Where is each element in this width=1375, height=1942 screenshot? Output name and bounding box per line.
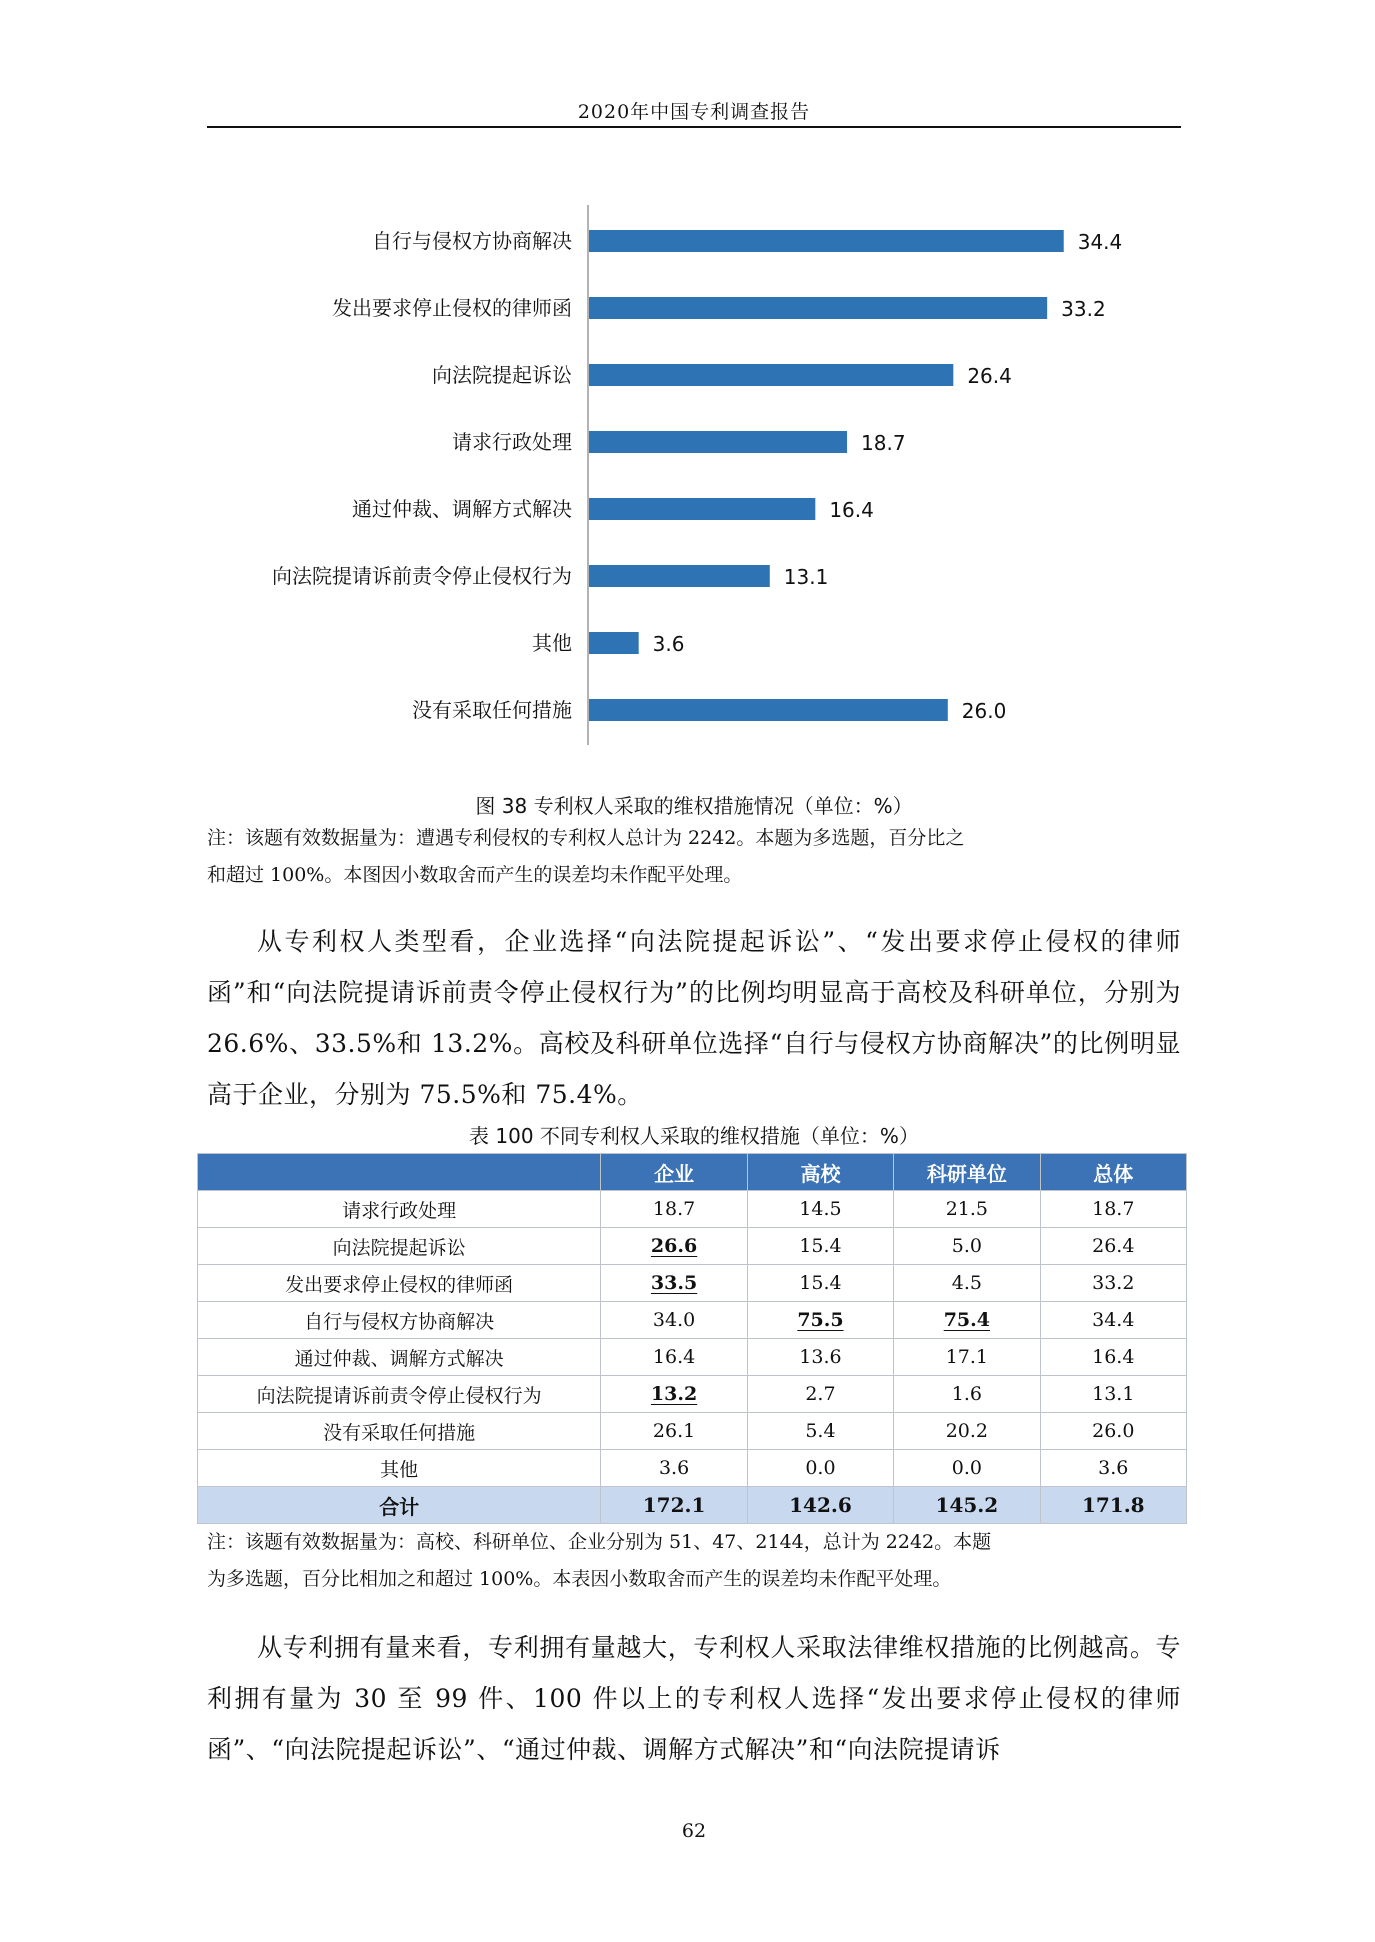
bar <box>589 498 815 520</box>
bar <box>589 364 953 386</box>
bar-category-label: 向法院提请诉前责令停止侵权行为 <box>272 564 572 588</box>
table-total-label: 合计 <box>198 1487 601 1524</box>
bar-category-label: 其他 <box>532 631 572 655</box>
table-row <box>198 1339 1187 1376</box>
table-cell: 18.7 <box>1040 1191 1186 1228</box>
table-total-cell: 145.2 <box>894 1487 1040 1524</box>
table-cell: 16.4 <box>601 1339 747 1376</box>
table-cell: 13.6 <box>747 1339 893 1376</box>
bar-value-label: 26.0 <box>961 699 1007 723</box>
table-row-label: 发出要求停止侵权的律师函 <box>198 1265 601 1302</box>
data-table <box>197 1153 1187 1524</box>
table-cell: 4.5 <box>894 1265 1040 1302</box>
table-cell: 5.0 <box>894 1228 1040 1265</box>
bar-value-label: 34.4 <box>1077 230 1123 254</box>
table-row <box>198 1376 1187 1413</box>
table-cell: 15.4 <box>747 1228 893 1265</box>
bar-category-label: 请求行政处理 <box>452 430 572 454</box>
table-cell: 26.1 <box>601 1413 747 1450</box>
running-header: 2020年中国专利调查报告 <box>577 101 811 123</box>
bar-value-label: 3.6 <box>652 632 685 656</box>
table-cell: 26.0 <box>1040 1413 1186 1450</box>
bar-category-label: 通过仲裁、调解方式解决 <box>352 497 572 521</box>
table-row <box>198 1228 1187 1265</box>
table-cell: 34.0 <box>601 1302 747 1339</box>
table-row-label: 自行与侵权方协商解决 <box>198 1302 601 1339</box>
table-total-cell: 172.1 <box>601 1487 747 1524</box>
table-header-cell: 总体 <box>1040 1154 1186 1191</box>
bar <box>589 230 1064 252</box>
table-caption: 表 100 不同专利权人采取的维权措施（单位：%） <box>469 1124 919 1148</box>
table-row-label: 没有采取任何措施 <box>198 1413 601 1450</box>
figure-caption: 图 38 专利权人采取的维权措施情况（单位：%） <box>475 794 913 818</box>
table-row-label: 请求行政处理 <box>198 1191 601 1228</box>
figure-note-line: 注：该题有效数据量为：遭遇专利侵权的专利权人总计为 2242。本题为多选题，百分比之 <box>207 827 965 849</box>
paragraph <box>207 916 1181 1120</box>
bar-category-label: 向法院提起诉讼 <box>432 363 572 387</box>
table-cell: 26.6 <box>601 1228 747 1265</box>
table-row-label: 通过仲裁、调解方式解决 <box>198 1339 601 1376</box>
table-total-cell: 171.8 <box>1040 1487 1186 1524</box>
bar-value-label: 16.4 <box>829 498 874 522</box>
paragraph-text: 从专利拥有量来看，专利拥有量越大，专利权人采取法律维权措施的比例越高。专利拥有量为 30 至 99 件、100 件以上的专利权人选择“发出要求停止侵权的律师函”、“向法院提起诉讼”、“通过仲裁、调解方式解决”和“向法院提请诉 <box>207 1633 1181 1764</box>
table-header-row <box>198 1154 1187 1191</box>
table-cell: 1.6 <box>894 1376 1040 1413</box>
table-cell: 2.7 <box>747 1376 893 1413</box>
table-total-cell: 142.6 <box>747 1487 893 1524</box>
table-header-cell: 企业 <box>601 1154 747 1191</box>
table-note-line: 为多选题，百分比相加之和超过 100%。本表因小数取舍而产生的误差均未作配平处理。 <box>207 1568 952 1590</box>
table-cell: 33.2 <box>1040 1265 1186 1302</box>
table-header-cell <box>198 1154 601 1191</box>
table-row-label: 其他 <box>198 1450 601 1487</box>
table-header-cell: 科研单位 <box>894 1154 1040 1191</box>
table-cell: 17.1 <box>894 1339 1040 1376</box>
table-row <box>198 1450 1187 1487</box>
bar <box>589 565 770 587</box>
table-cell: 0.0 <box>747 1450 893 1487</box>
bar <box>589 632 639 654</box>
table-cell: 33.5 <box>601 1265 747 1302</box>
bar-chart <box>207 205 1181 745</box>
bar-category-label: 发出要求停止侵权的律师函 <box>332 296 572 320</box>
bar-category-label: 没有采取任何措施 <box>412 698 572 722</box>
table-total-row <box>198 1487 1187 1524</box>
bar-value-label: 18.7 <box>861 431 906 455</box>
figure-note <box>207 820 1181 894</box>
table-cell: 13.2 <box>601 1376 747 1413</box>
table-cell: 15.4 <box>747 1265 893 1302</box>
table-cell: 5.4 <box>747 1413 893 1450</box>
bar <box>589 297 1047 319</box>
table-cell: 20.2 <box>894 1413 1040 1450</box>
bar-value-label: 13.1 <box>783 565 829 589</box>
figure-note-line: 和超过 100%。本图因小数取舍而产生的误差均未作配平处理。 <box>207 864 743 886</box>
bar-value-label: 33.2 <box>1061 297 1106 321</box>
paragraph <box>207 1622 1181 1775</box>
table-row-label: 向法院提请诉前责令停止侵权行为 <box>198 1376 601 1413</box>
bar-value-label: 26.4 <box>967 364 1012 388</box>
table-cell: 21.5 <box>894 1191 1040 1228</box>
table-note-line: 注：该题有效数据量为：高校、科研单位、企业分别为 51、47、2144，总计为 2242。本题 <box>207 1531 992 1553</box>
page-number: 62 <box>681 1820 707 1842</box>
paragraph-text: 从专利权人类型看，企业选择“向法院提起诉讼”、“发出要求停止侵权的律师函”和“向法院提请诉前责令停止侵权行为”的比例均明显高于高校及科研单位，分别为 26.6%、33.5%和 13.2%。高校及科研单位选择“自行与侵权方协商解决”的比例明显高于企业，分别为 75.5%和 75.4%。 <box>207 927 1181 1109</box>
bar <box>589 699 948 721</box>
table-cell: 18.7 <box>601 1191 747 1228</box>
table-cell: 13.1 <box>1040 1376 1186 1413</box>
table-cell: 75.4 <box>894 1302 1040 1339</box>
table-cell: 34.4 <box>1040 1302 1186 1339</box>
table-cell: 3.6 <box>1040 1450 1186 1487</box>
table-row <box>198 1191 1187 1228</box>
table-row <box>198 1413 1187 1450</box>
table-header-cell: 高校 <box>747 1154 893 1191</box>
table-cell: 16.4 <box>1040 1339 1186 1376</box>
table-cell: 0.0 <box>894 1450 1040 1487</box>
table-note <box>207 1524 1181 1598</box>
table-cell: 75.5 <box>747 1302 893 1339</box>
table-row <box>198 1302 1187 1339</box>
table-row-label: 向法院提起诉讼 <box>198 1228 601 1265</box>
bar-category-label: 自行与侵权方协商解决 <box>372 229 572 253</box>
bar <box>589 431 847 453</box>
header-rule <box>207 126 1181 128</box>
table-row <box>198 1265 1187 1302</box>
table-cell: 26.4 <box>1040 1228 1186 1265</box>
table-cell: 14.5 <box>747 1191 893 1228</box>
table-cell: 3.6 <box>601 1450 747 1487</box>
